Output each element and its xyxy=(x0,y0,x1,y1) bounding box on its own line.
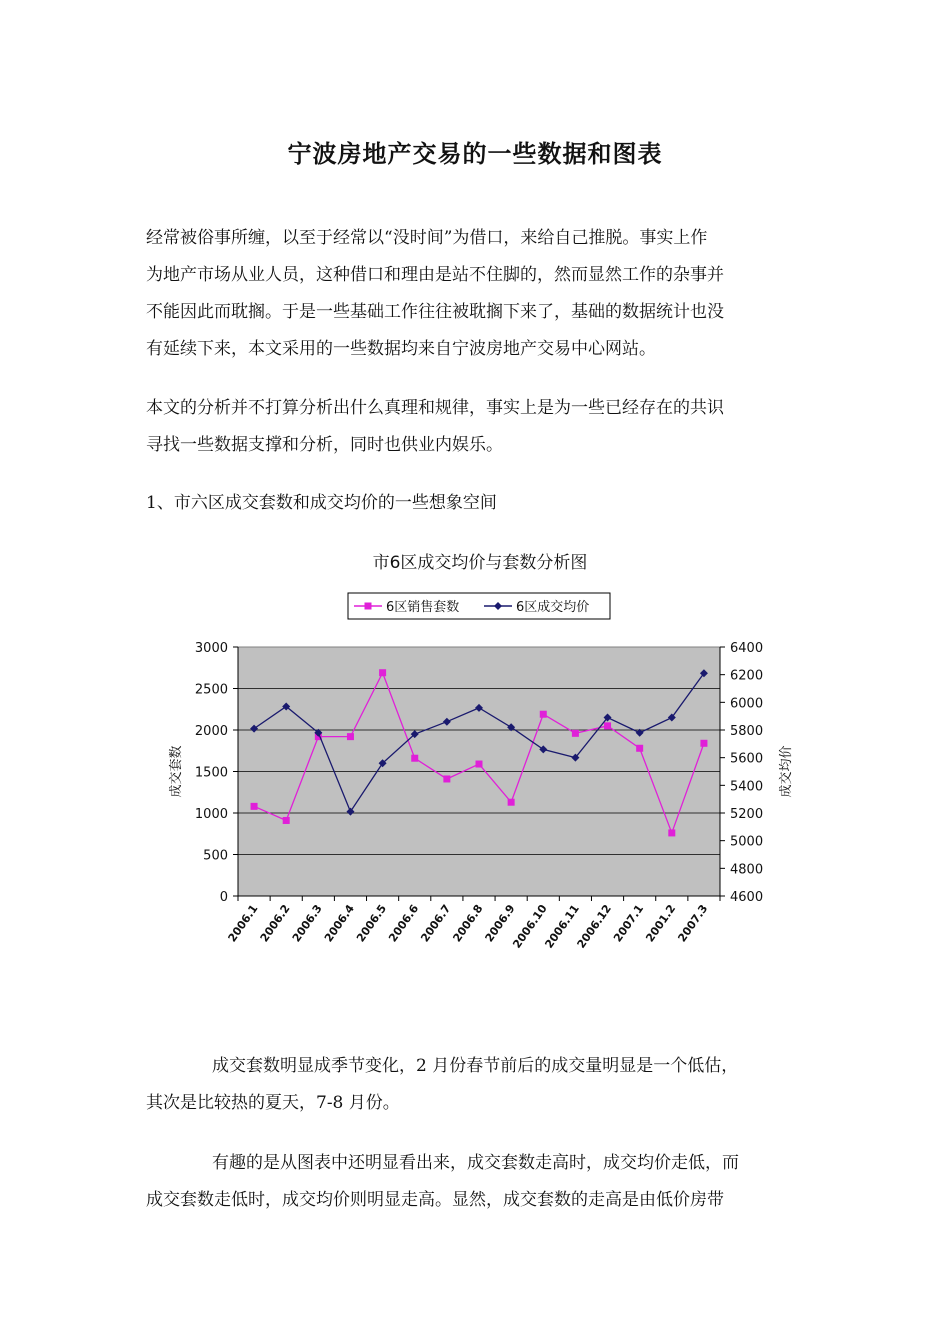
x-tick-label: 2006.6 xyxy=(386,902,422,945)
data-point-sales-count xyxy=(476,761,483,768)
paragraph-2 xyxy=(146,390,806,464)
paragraph-line: 本文的分析并不打算分析出什么真理和规律，事实上是为一些已经存在的共识 xyxy=(146,398,724,418)
data-point-sales-count xyxy=(411,755,418,762)
data-point-sales-count xyxy=(251,803,258,810)
x-tick-label: 2006.8 xyxy=(450,902,486,945)
x-tick-label: 2006.12 xyxy=(574,902,614,951)
paragraph-line: 其次是比较热的夏天，7-8 月份。 xyxy=(146,1093,400,1113)
y-tick-label: 0 xyxy=(219,890,228,905)
y2-tick-label: 5600 xyxy=(730,751,764,767)
x-tick-label: 2006.7 xyxy=(418,902,454,945)
y-tick-label: 3000 xyxy=(194,641,228,656)
y2-axis-title: 成交均价 xyxy=(779,745,794,798)
chart-svg xyxy=(150,535,810,995)
x-tick-label: 2006.10 xyxy=(510,902,550,951)
page-title: 宁波房地产交易的一些数据和图表 xyxy=(287,139,663,168)
x-tick-label: 2006.9 xyxy=(482,902,518,945)
data-point-sales-count xyxy=(508,799,515,806)
data-point-sales-count xyxy=(636,745,643,752)
data-point-sales-count xyxy=(443,775,450,782)
paragraph-line: 有趣的是从图表中还明显看出来，成交套数走高时，成交均价走低，而 xyxy=(212,1153,739,1173)
data-point-sales-count xyxy=(604,722,611,729)
paragraph-line: 不能因此而耽搁。于是一些基础工作往往被耽搁下来了，基础的数据统计也没 xyxy=(146,302,724,322)
x-tick-label: 2006.1 xyxy=(225,902,261,945)
y2-tick-label: 6200 xyxy=(730,668,764,684)
y2-tick-label: 5200 xyxy=(730,807,764,822)
x-tick-label: 2006.5 xyxy=(354,902,390,945)
paragraph-line: 为地产市场从业人员，这种借口和理由是站不住脚的，然而显然工作的杂事并 xyxy=(146,265,724,285)
x-tick-label: 2007.1 xyxy=(611,902,647,945)
y-axis-title: 成交套数 xyxy=(169,745,184,798)
price-volume-chart xyxy=(150,535,810,995)
data-point-sales-count xyxy=(379,669,386,676)
section-heading-text: 1、市六区成交套数和成交均价的一些想象空间 xyxy=(146,493,497,513)
data-point-sales-count xyxy=(347,733,354,740)
legend-label-series-2: 6区成交均价 xyxy=(516,600,590,615)
data-point-sales-count xyxy=(540,711,547,718)
x-tick-label: 2006.2 xyxy=(257,902,293,945)
data-point-sales-count xyxy=(572,730,579,737)
x-tick-label: 2007.3 xyxy=(675,902,711,945)
y2-tick-label: 5800 xyxy=(730,724,764,739)
section-heading-1 xyxy=(146,485,806,522)
paragraph-4 xyxy=(146,1145,806,1219)
paragraph-line: 寻找一些数据支撑和分析，同时也供业内娱乐。 xyxy=(146,435,503,455)
x-tick-label: 2006.4 xyxy=(321,902,357,945)
y2-tick-label: 5400 xyxy=(730,779,764,795)
y-tick-label: 1500 xyxy=(194,765,228,781)
x-tick-label: 2001.2 xyxy=(643,902,679,945)
data-point-sales-count xyxy=(700,740,707,747)
data-point-sales-count xyxy=(668,829,675,836)
paragraph-line: 成交套数明显成季节变化，2 月份春节前后的成交量明显是一个低估， xyxy=(212,1056,739,1076)
x-tick-label: 2006.11 xyxy=(542,902,582,951)
y2-tick-label: 5000 xyxy=(730,834,764,850)
y-tick-label: 500 xyxy=(203,848,228,864)
paragraph-1 xyxy=(146,220,806,368)
chart-title: 市6区成交均价与套数分析图 xyxy=(372,553,588,573)
y2-tick-label: 6000 xyxy=(730,696,764,712)
y2-tick-label: 4800 xyxy=(730,862,764,878)
y-tick-label: 2500 xyxy=(194,682,228,698)
legend-label-series-1: 6区销售套数 xyxy=(386,600,460,615)
y2-tick-label: 6400 xyxy=(730,641,764,656)
x-tick-label: 2006.3 xyxy=(289,902,325,945)
legend-marker-series-1 xyxy=(365,603,372,610)
paragraph-line: 经常被俗事所缠，以至于经常以“没时间”为借口，来给自己推脱。事实上作 xyxy=(146,228,708,248)
paragraph-line: 成交套数走低时，成交均价则明显走高。显然，成交套数的走高是由低价房带 xyxy=(146,1190,724,1210)
y2-tick-label: 4600 xyxy=(730,890,764,905)
y-tick-label: 2000 xyxy=(194,724,228,739)
paragraph-3 xyxy=(146,1048,806,1122)
paragraph-line: 有延续下来，本文采用的一些数据均来自宁波房地产交易中心网站。 xyxy=(146,339,656,359)
data-point-sales-count xyxy=(283,817,290,824)
y-tick-label: 1000 xyxy=(194,807,228,822)
